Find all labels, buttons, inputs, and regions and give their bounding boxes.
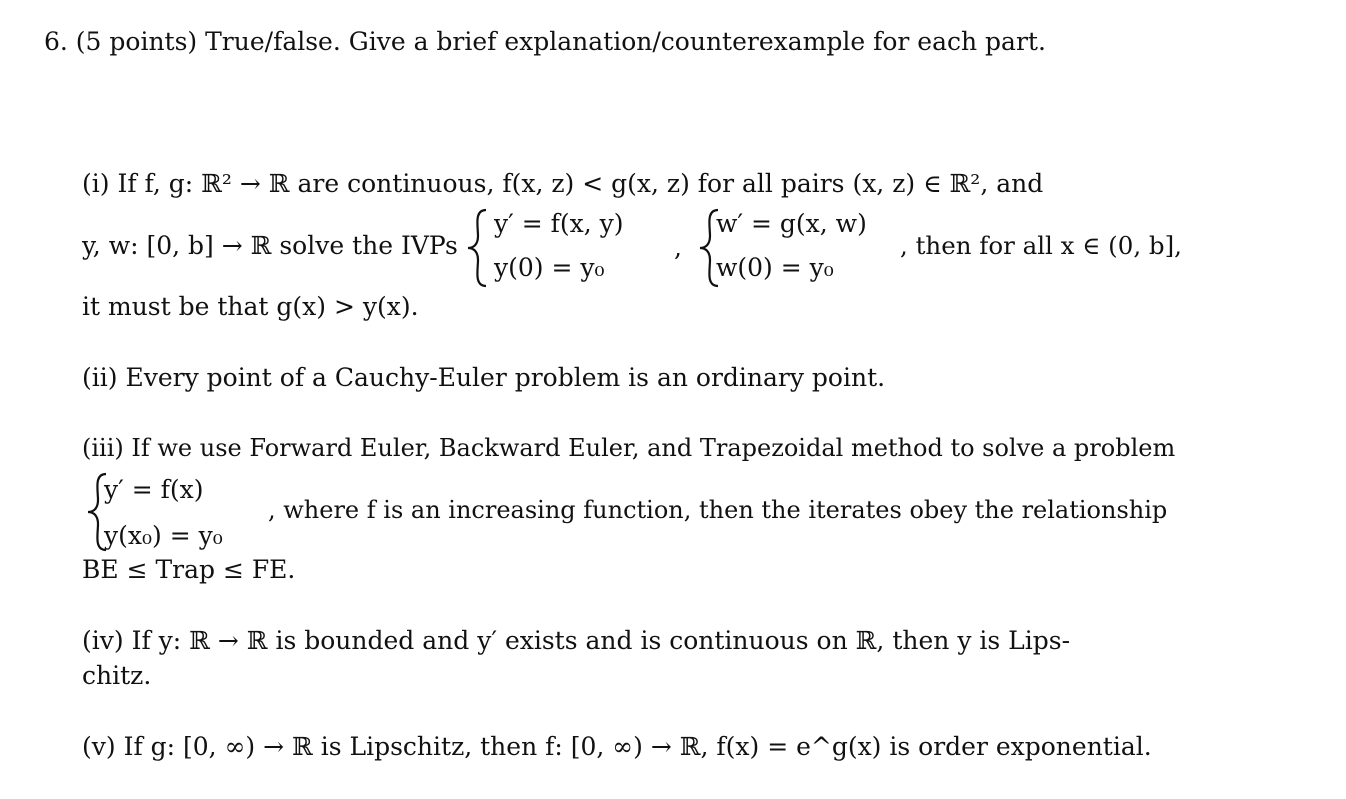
part-i-line-2-end: , then for all x ∈ (0, b],: [900, 231, 1182, 260]
question-header: 6. (5 points) True/false. Give a brief explanation/counterexample for each part.: [44, 27, 1046, 56]
part-i-ivp-1-initial: y(0) = y₀: [494, 253, 605, 282]
part-i-ivp-1-equation: y′ = f(x, y): [494, 209, 624, 238]
part-i-comma: ,: [674, 233, 682, 262]
part-ii-line-1: (ii) Every point of a Cauchy-Euler problem is an ordinary point.: [82, 363, 886, 392]
part-iv-line-1: (iv) If y: ℝ → ℝ is bounded and y′ exists and is continuous on ℝ, then y is Lips-: [82, 626, 1071, 655]
part-v-line-1: (v) If g: [0, ∞) → ℝ is Lipschitz, then f: [0, ∞) → ℝ, f(x) = e^g(x) is order exponential.: [82, 732, 1152, 761]
part-iii-line-2: , where f is an increasing function, then the iterates obey the relationship: [268, 496, 1168, 524]
part-iii-ivp: [82, 470, 272, 554]
left-brace-icon: [462, 206, 492, 290]
part-iv-line-2: chitz.: [82, 661, 152, 690]
part-i-ivp-2-initial: w(0) = y₀: [716, 253, 834, 282]
part-i-ivp-2-equation: w′ = g(x, w): [716, 209, 867, 238]
part-i-line-2-start: y, w: [0, b] → ℝ solve the IVPs: [82, 231, 458, 260]
part-i-ivp-1: [462, 206, 642, 290]
part-i-line-1: (i) If f, g: ℝ² → ℝ are continuous, f(x, z) < g(x, z) for all pairs (x, z) ∈ ℝ², and: [82, 169, 1044, 198]
part-i-line-3: it must be that g(x) > y(x).: [82, 292, 419, 321]
part-i-ivp-2: [694, 206, 884, 290]
part-iii-ivp-initial: y(x₀) = y₀: [104, 521, 223, 550]
part-iii-line-1: (iii) If we use Forward Euler, Backward Euler, and Trapezoidal method to solve a problem: [82, 434, 1176, 462]
part-iii-ivp-equation: y′ = f(x): [104, 475, 204, 504]
part-iii-line-3: BE ≤ Trap ≤ FE.: [82, 555, 296, 584]
